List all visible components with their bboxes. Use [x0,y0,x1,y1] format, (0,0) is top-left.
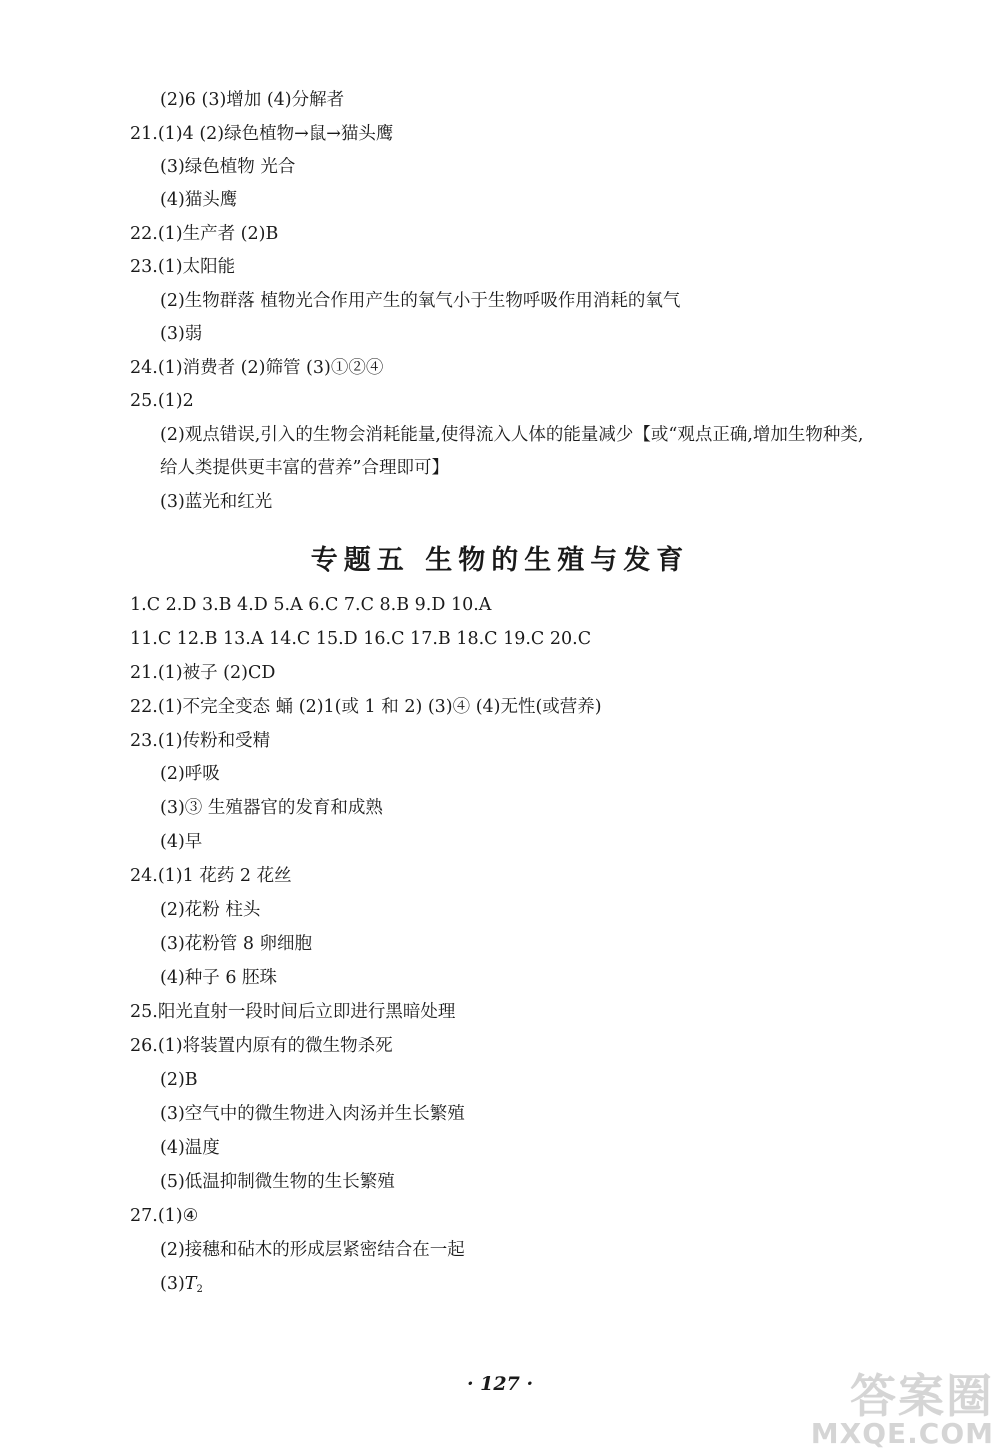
last-line-sub: 2 [196,1284,203,1295]
answer-line: 26.(1)将装置内原有的微生物杀死 [130,1036,393,1056]
answer-line: (3)弱 [160,324,203,344]
answer-line: 23.(1)传粉和受精 [130,731,271,751]
answer-line: (4)猫头鹰 [160,190,238,210]
answer-line: 25.(1)2 [130,391,194,411]
answer-line: (4)早 [160,832,203,852]
watermark-logo [810,1360,994,1450]
answer-line: (4)种子 6 胚珠 [160,968,278,988]
answer-line: (5)低温抑制微生物的生长繁殖 [160,1172,395,1192]
answer-line: (2)6 (3)增加 (4)分解者 [160,90,345,110]
answer-line: (2)B [160,1070,198,1090]
answer-line-last [160,1272,203,1302]
last-line-prefix: (3) [160,1274,185,1294]
answer-line: 11.C 12.B 13.A 14.C 15.D 16.C 17.B 18.C 19.C 20.C [130,629,592,649]
answer-line: 21.(1)被子 (2)CD [130,663,276,683]
answer-line: (4)温度 [160,1138,220,1158]
answer-line: (3)空气中的微生物进入肉汤并生长繁殖 [160,1104,465,1124]
answer-line: (2)观点错误,引入的生物会消耗能量,使得流入人体的能量减少【或“观点正确,增加生物种类, [160,425,864,445]
answer-line: 24.(1)消费者 (2)筛管 (3)①②④ [130,358,384,378]
answer-line: (3)蓝光和红光 [160,492,273,512]
answer-line: 25.阳光直射一段时间后立即进行黑暗处理 [130,1002,456,1022]
answer-line: 1.C 2.D 3.B 4.D 5.A 6.C 7.C 8.B 9.D 10.A [130,595,492,615]
answer-line: (2)花粉 柱头 [160,900,261,920]
answer-line: 27.(1)④ [130,1206,199,1226]
answer-line: (2)生物群落 植物光合作用产生的氧气小于生物呼吸作用消耗的氧气 [160,291,681,311]
answer-line: (2)接穗和砧木的形成层紧密结合在一起 [160,1240,465,1260]
answer-line: 23.(1)太阳能 [130,257,236,277]
answer-line: 21.(1)4 (2)绿色植物→鼠→猫头鹰 [130,124,394,144]
watermark-bottom: MXQE.COM [810,1417,994,1450]
page-number: · 127 · [466,1373,534,1395]
answer-line: 22.(1)不完全变态 蛹 (2)1(或 1 和 2) (3)④ (4)无性(或营养) [130,697,602,717]
answer-line: 给人类提供更丰富的营养”合理即可】 [160,458,449,478]
answer-line: (3)绿色植物 光合 [160,157,296,177]
last-line-var: T [184,1274,197,1294]
answer-line: (2)呼吸 [160,764,220,784]
answer-line: (3)花粉管 8 卵细胞 [160,934,313,954]
answer-line: 22.(1)生产者 (2)B [130,224,279,244]
answer-line: 24.(1)1 花药 2 花丝 [130,866,292,886]
watermark-top: 答案圈 [850,1369,994,1423]
section-title: 专题五 生物的生殖与发育 [310,545,690,576]
answer-line: (3)③ 生殖器官的发育和成熟 [160,798,383,818]
